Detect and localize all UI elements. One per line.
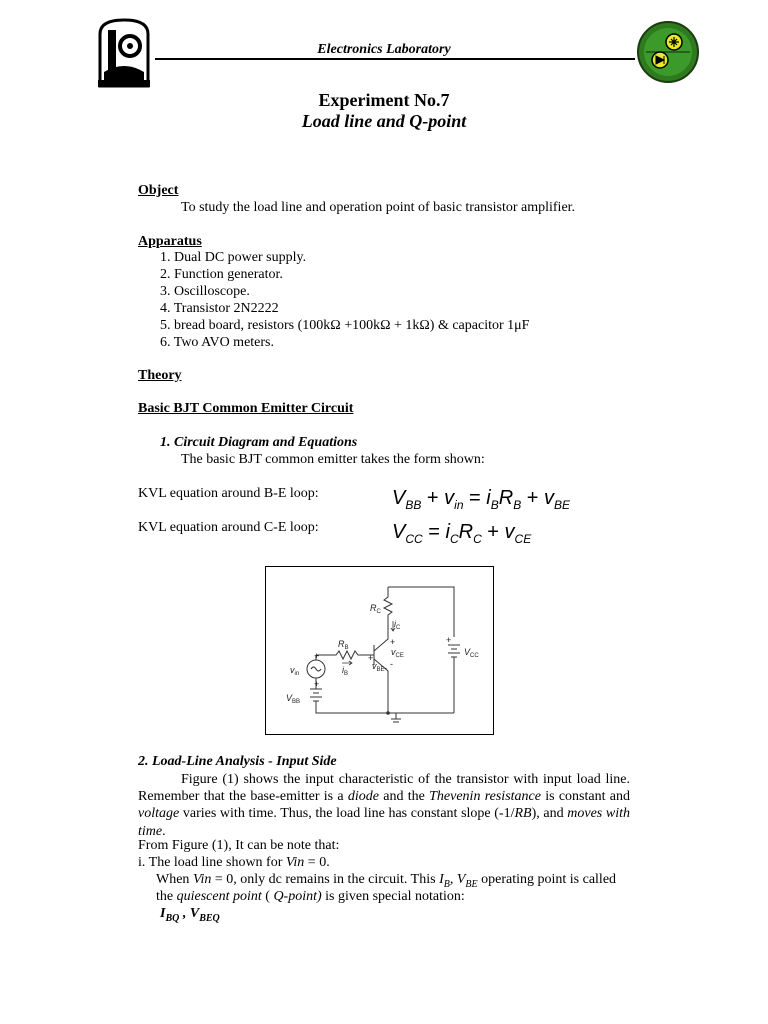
- section1-text: The basic BJT common emitter takes the form shown:: [181, 452, 485, 467]
- vce-plus: +: [390, 637, 396, 647]
- apparatus-item: 5. bread board, resistors (100kΩ +100kΩ + 1kΩ) & capacitor 1μF: [160, 318, 530, 333]
- ib-label: i: [342, 665, 344, 675]
- rb-label: R: [338, 639, 345, 649]
- svg-text:vBE: $v_{BE}$: [372, 661, 385, 673]
- svg-text:iC: $i_C$: [394, 619, 401, 631]
- kvl-be-equation: $V_{BB} + v_{in} = i_BR_B + v_{BE}$: [392, 487, 571, 512]
- section2-intro: From Figure (1), It can be note that:: [138, 838, 340, 853]
- rc-label: R: [370, 603, 377, 613]
- svg-text:vCE: $v_{CE}$: [391, 647, 404, 659]
- vbe-label: v: [372, 661, 377, 671]
- theory-heading: Theory: [138, 368, 182, 383]
- common-emitter-schematic: [266, 567, 493, 734]
- ic-label: i: [394, 619, 396, 629]
- svg-text:VCC: $V_{CC}$: [464, 647, 479, 659]
- apparatus-item: 2. Function generator.: [160, 267, 283, 282]
- vbe-minus: -: [384, 663, 387, 673]
- q-point-line-1: When Vin = 0, only dc remains in the circuit. This $I_B$, $V_{BE}$ operating point is called: [156, 872, 617, 890]
- kvl-ce-equation: $V_{CC} = i_CR_C + v_{CE}$: [392, 521, 532, 546]
- header-rule: [155, 58, 635, 60]
- kvl-be-label: KVL equation around B-E loop:: [138, 486, 319, 501]
- vcc-plus: +: [446, 635, 452, 645]
- svg-text:RB: $R_B$: [338, 639, 349, 651]
- svg-text:iB: $i_B$: [342, 665, 349, 677]
- theory-subheading: Basic BJT Common Emitter Circuit: [138, 401, 354, 416]
- apparatus-item: 3. Oscilloscope.: [160, 284, 250, 299]
- svg-text:RC: $R_C$: [370, 603, 381, 615]
- apparatus-list: [160, 249, 529, 351]
- apparatus-item: 4. Transistor 2N2222: [160, 301, 279, 316]
- q-point-line-2: the quiescent point ( Q-point) is given special notation:: [156, 889, 465, 904]
- vin-label: v: [290, 665, 295, 675]
- vbb-label: V: [286, 693, 293, 703]
- svg-text:vin: $v_{in}$: [290, 665, 300, 677]
- vce-minus: -: [390, 659, 393, 669]
- electronics-lab-logo: [636, 20, 700, 84]
- q-point-notation: $I_{BQ}$ , $V_{BEQ}$: [160, 906, 220, 924]
- apparatus-item: 1. Dual DC power supply.: [160, 250, 307, 265]
- apparatus-item: 6. Two AVO meters.: [160, 335, 275, 350]
- experiment-number: Experiment No.7: [318, 90, 450, 110]
- section2-item-i: i. The load line shown for Vin = 0.: [138, 855, 330, 870]
- experiment-subtitle: Load line and Q-point: [301, 111, 467, 131]
- vce-label: v: [391, 647, 396, 657]
- object-heading: Object: [138, 183, 179, 198]
- kvl-ce-label: KVL equation around C-E loop:: [138, 520, 319, 535]
- svg-text:VBB: $V_{BB}$: [286, 693, 301, 705]
- vin-plus: +: [314, 651, 320, 661]
- section2-title: 2. Load-Line Analysis - Input Side: [138, 754, 337, 769]
- vbb-plus: +: [314, 679, 320, 689]
- section2-paragraph: Figure (1) shows the input characteristic of the transistor with input load line. Remember that the base-emitter is a diode and the Thevenin resistance is constant and voltage varies with time. Thus, the load line has constant slope (-1/RB), and moves with time.: [138, 772, 630, 839]
- header-title: Electronics Laboratory: [317, 42, 451, 57]
- object-text: To study the load line and operation point of basic transistor amplifier.: [181, 200, 576, 215]
- vbe-plus: +: [368, 653, 374, 663]
- circuit-diagram: [265, 566, 494, 735]
- apparatus-heading: Apparatus: [138, 234, 202, 249]
- section1-title: 1. Circuit Diagram and Equations: [160, 435, 358, 450]
- vcc-label: V: [464, 647, 471, 657]
